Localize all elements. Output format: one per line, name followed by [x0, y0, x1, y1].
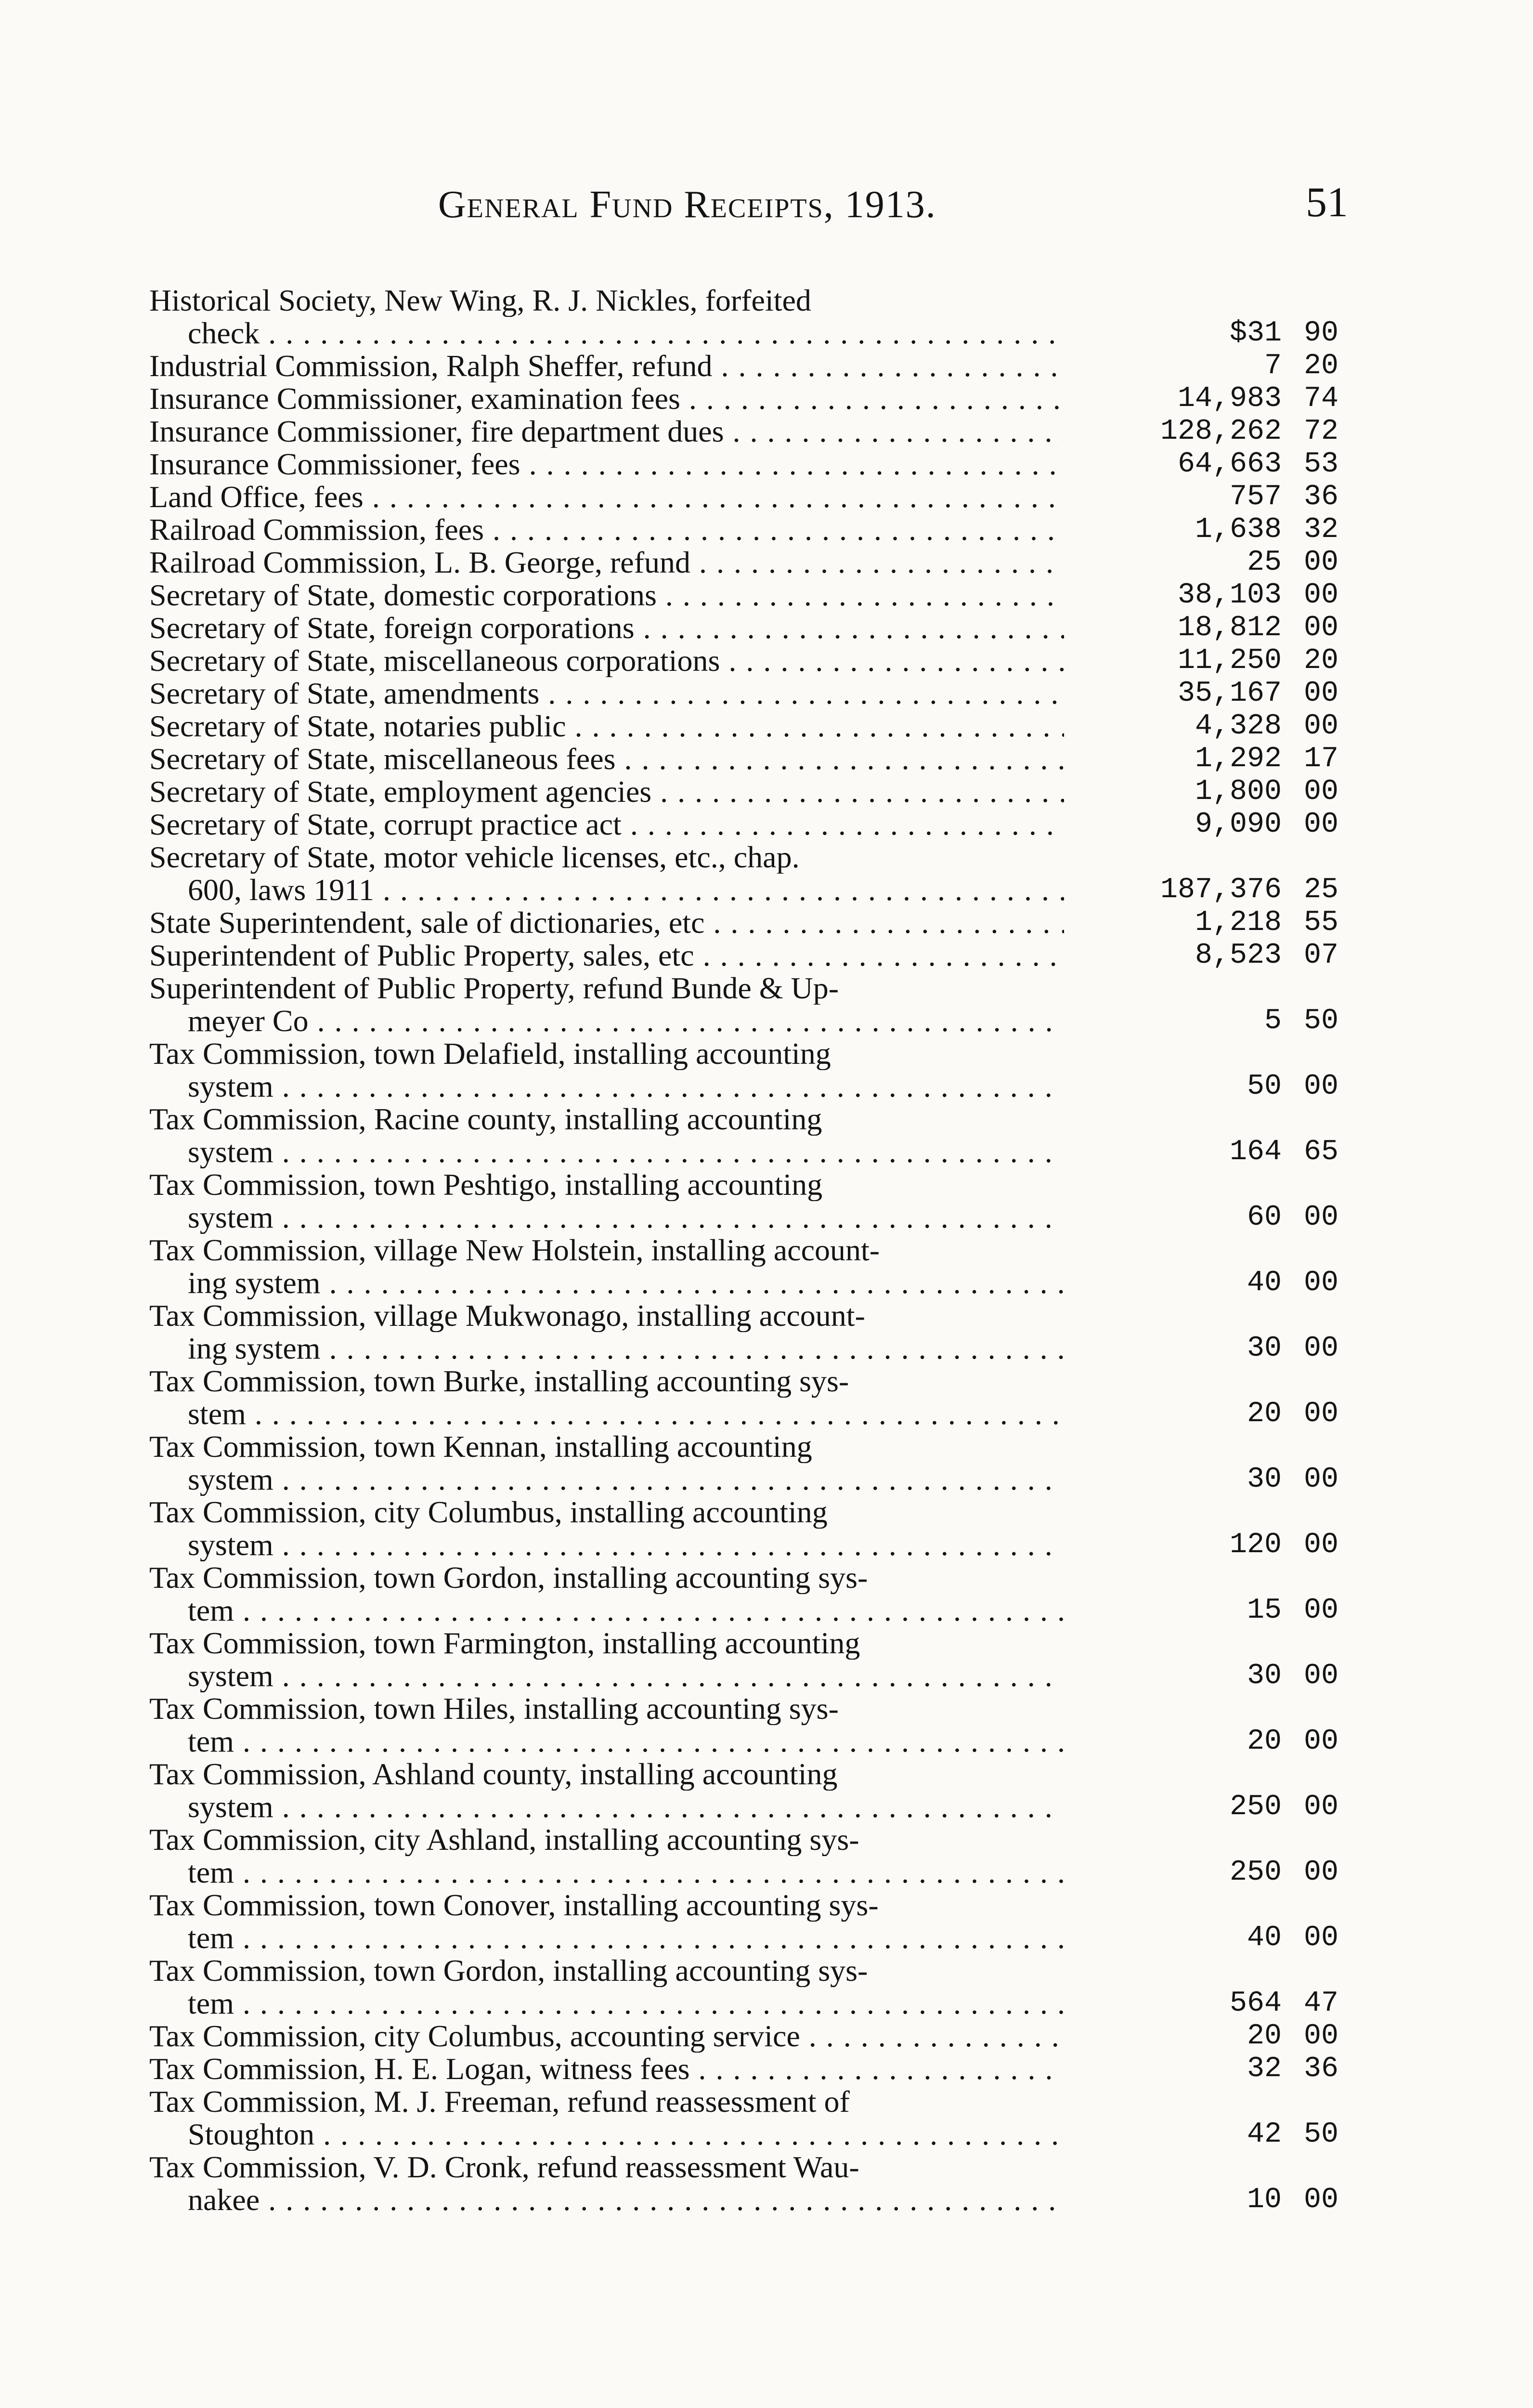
amount-cents: 00 — [1303, 1725, 1338, 1758]
entry-description — [149, 1758, 1064, 1823]
amount-cents: 00 — [1303, 546, 1338, 579]
entry-line: Insurance Commissioner, examination fees . . . — [149, 382, 1064, 415]
entry-line: Railroad Commission, fees . . . — [149, 513, 1064, 546]
entry-continuation-line: ing system . . . — [149, 1267, 1064, 1299]
entry-amount — [1064, 1987, 1338, 2020]
entry-amount — [1064, 1136, 1338, 1168]
ledger-entry — [149, 1430, 1338, 1496]
entry-continuation-line: tem . . . — [149, 1922, 1064, 1954]
amount-cents: 00 — [1303, 1332, 1338, 1365]
amount-cents: 72 — [1303, 415, 1338, 448]
amount-dollars: 50 — [1247, 1070, 1282, 1103]
entry-continuation-line: system . . . — [149, 1660, 1064, 1692]
ledger-entry — [149, 1823, 1338, 1889]
amount-dollars: 35,167 — [1177, 677, 1282, 710]
entry-amount — [1064, 317, 1338, 350]
ledger-entry — [149, 2085, 1338, 2151]
entry-description — [149, 448, 1064, 481]
amount-cents: 07 — [1303, 939, 1338, 972]
entry-description — [149, 1496, 1064, 1561]
entry-description — [149, 710, 1064, 743]
entry-continuation-line: check . . . — [149, 317, 1064, 350]
entry-line: Secretary of State, amendments . . . — [149, 677, 1064, 710]
entry-description — [149, 481, 1064, 513]
amount-cents: 00 — [1303, 2020, 1338, 2053]
amount-dollars: 15 — [1247, 1594, 1282, 1627]
entry-amount — [1064, 2184, 1338, 2216]
entry-amount — [1064, 448, 1338, 481]
amount-dollars: 32 — [1247, 2053, 1282, 2085]
entry-line: Land Office, fees . . . — [149, 481, 1064, 513]
entry-description — [149, 284, 1064, 350]
ledger-entry — [149, 1627, 1338, 1692]
entry-line: Railroad Commission, L. B. George, refund . . . — [149, 546, 1064, 579]
entry-line: Secretary of State, motor vehicle licenses, etc., chap. — [149, 841, 800, 874]
entry-continuation-line: stem . . . — [149, 1398, 1064, 1430]
entry-description — [149, 1168, 1064, 1234]
ledger-entry — [149, 1103, 1338, 1168]
entry-description — [149, 677, 1064, 710]
amount-cents: 20 — [1303, 644, 1338, 677]
amount-dollars: 5 — [1264, 1005, 1282, 1037]
entry-description — [149, 1889, 1064, 1954]
entry-description — [149, 612, 1064, 644]
entry-amount — [1064, 1791, 1338, 1823]
entry-description — [149, 382, 1064, 415]
ledger-entry — [149, 1561, 1338, 1627]
entry-continuation-line: tem . . . — [149, 1856, 1064, 1889]
entry-amount — [1064, 1201, 1338, 1234]
entry-line: Tax Commission, village New Holstein, installing account- — [149, 1234, 880, 1267]
entry-amount — [1064, 2020, 1338, 2053]
entry-continuation-line: meyer Co . . . — [149, 1005, 1064, 1037]
amount-cents: 74 — [1303, 382, 1338, 415]
ledger-entry — [149, 612, 1338, 644]
ledger-entry — [149, 775, 1338, 808]
amount-dollars: 8,523 — [1195, 939, 1282, 972]
amount-cents: 65 — [1303, 1136, 1338, 1168]
ledger-entry — [149, 2151, 1338, 2216]
amount-cents: 00 — [1303, 1398, 1338, 1430]
entry-line: Secretary of State, employment agencies . . . — [149, 775, 1064, 808]
entry-line: Tax Commission, V. D. Cronk, refund reassessment Wau- — [149, 2151, 859, 2184]
ledger-entry — [149, 1299, 1338, 1365]
entry-line: Tax Commission, city Columbus, accounting service . . . — [149, 2020, 1064, 2053]
entry-continuation-line: tem . . . — [149, 1725, 1064, 1758]
amount-dollars: 1,218 — [1195, 906, 1282, 939]
entry-amount — [1064, 1332, 1338, 1365]
amount-cents: 53 — [1303, 448, 1338, 481]
entry-amount — [1064, 775, 1338, 808]
ledger-entry — [149, 743, 1338, 775]
entry-continuation-line: system . . . — [149, 1201, 1064, 1234]
ledger-entry — [149, 1496, 1338, 1561]
entry-line: Tax Commission, Racine county, installing accounting — [149, 1103, 822, 1136]
entry-continuation-line: system . . . — [149, 1529, 1064, 1561]
entry-line: Secretary of State, notaries public . . . — [149, 710, 1064, 743]
entry-line: Tax Commission, M. J. Freeman, refund reassessment of — [149, 2085, 850, 2118]
page-header — [144, 179, 1348, 241]
entry-amount — [1064, 612, 1338, 644]
amount-dollars: 18,812 — [1177, 612, 1282, 644]
entry-continuation-line: system . . . — [149, 1070, 1064, 1103]
amount-dollars: 7 — [1264, 350, 1282, 382]
entry-description — [149, 1823, 1064, 1889]
amount-dollars: 250 — [1229, 1856, 1282, 1889]
amount-dollars: 1,292 — [1195, 743, 1282, 775]
amount-cents: 00 — [1303, 710, 1338, 743]
amount-dollars: 164 — [1229, 1136, 1282, 1168]
amount-cents: 90 — [1303, 317, 1338, 350]
entry-description — [149, 2020, 1064, 2053]
amount-cents: 55 — [1303, 906, 1338, 939]
entry-line: Superintendent of Public Property, refund Bunde & Up- — [149, 972, 839, 1005]
entry-continuation-line: tem . . . — [149, 1987, 1064, 2020]
entry-description — [149, 1299, 1064, 1365]
amount-dollars: 25 — [1247, 546, 1282, 579]
ledger-entry — [149, 284, 1338, 350]
entry-line: Tax Commission, town Farmington, installing accounting — [149, 1627, 860, 1660]
amount-dollars: 64,663 — [1177, 448, 1282, 481]
entry-amount — [1064, 415, 1338, 448]
entry-line: Secretary of State, domestic corporations . . . — [149, 579, 1064, 612]
entry-continuation-line: 600, laws 1911 . . . — [149, 874, 1064, 906]
entry-amount — [1064, 546, 1338, 579]
running-title: General Fund Receipts, 1913. — [438, 183, 936, 226]
amount-cents: 00 — [1303, 1529, 1338, 1561]
entry-description — [149, 1103, 1064, 1168]
ledger-entry — [149, 382, 1338, 415]
amount-cents: 47 — [1303, 1987, 1338, 2020]
ledger-entry — [149, 808, 1338, 841]
ledger-entry — [149, 644, 1338, 677]
entry-continuation-line: tem . . . — [149, 1594, 1064, 1627]
entry-continuation-line: nakee . . . — [149, 2184, 1064, 2216]
entry-description — [149, 2053, 1064, 2085]
entry-description — [149, 513, 1064, 546]
entry-amount — [1064, 743, 1338, 775]
amount-dollars: 120 — [1229, 1529, 1282, 1561]
ledger-entry — [149, 1168, 1338, 1234]
ledger-entry — [149, 1758, 1338, 1823]
entry-line: State Superintendent, sale of dictionaries, etc . . . — [149, 906, 1064, 939]
ledger-entry — [149, 415, 1338, 448]
entry-description — [149, 775, 1064, 808]
entry-description — [149, 350, 1064, 382]
entry-line: Tax Commission, town Gordon, installing accounting sys- — [149, 1954, 868, 1987]
entry-description — [149, 1365, 1064, 1430]
amount-dollars: 38,103 — [1177, 579, 1282, 612]
entry-amount — [1064, 1922, 1338, 1954]
amount-cents: 00 — [1303, 1594, 1338, 1627]
entry-line: Secretary of State, corrupt practice act . . . — [149, 808, 1064, 841]
amount-dollars: 30 — [1247, 1660, 1282, 1692]
ledger-entry — [149, 1234, 1338, 1299]
amount-dollars: 1,638 — [1195, 513, 1282, 546]
ledger-entry — [149, 1954, 1338, 2020]
ledger-entry — [149, 1889, 1338, 1954]
entry-line: Tax Commission, town Burke, installing accounting sys- — [149, 1365, 849, 1398]
ledger-entry — [149, 448, 1338, 481]
entry-line: Tax Commission, town Hiles, installing accounting sys- — [149, 1692, 839, 1725]
ledger-entry — [149, 579, 1338, 612]
amount-cents: 36 — [1303, 2053, 1338, 2085]
amount-dollars: 128,262 — [1160, 415, 1282, 448]
amount-cents: 00 — [1303, 1463, 1338, 1496]
entry-amount — [1064, 939, 1338, 972]
amount-cents: 00 — [1303, 1922, 1338, 1954]
entry-amount — [1064, 481, 1338, 513]
entry-amount — [1064, 350, 1338, 382]
entry-line: Insurance Commissioner, fire department dues . . . — [149, 415, 1064, 448]
amount-cents: 00 — [1303, 775, 1338, 808]
amount-dollars: 40 — [1247, 1922, 1282, 1954]
entry-line: Tax Commission, Ashland county, installing accounting — [149, 1758, 838, 1791]
entry-line: Historical Society, New Wing, R. J. Nickles, forfeited — [149, 284, 811, 317]
entry-description — [149, 1430, 1064, 1496]
ledger-entry — [149, 972, 1338, 1037]
amount-dollars: 10 — [1247, 2184, 1282, 2216]
entry-description — [149, 743, 1064, 775]
entry-amount — [1064, 1725, 1338, 1758]
entry-amount — [1064, 1005, 1338, 1037]
entry-amount — [1064, 382, 1338, 415]
entry-description — [149, 579, 1064, 612]
entry-continuation-line: system . . . — [149, 1136, 1064, 1168]
amount-dollars: 4,328 — [1195, 710, 1282, 743]
ledger-entry — [149, 710, 1338, 743]
entry-line: Tax Commission, town Gordon, installing accounting sys- — [149, 1561, 868, 1594]
entry-line: Superintendent of Public Property, sales, etc . . . — [149, 939, 1064, 972]
entry-amount — [1064, 874, 1338, 906]
entry-description — [149, 939, 1064, 972]
entry-line: Tax Commission, village Mukwonago, installing account- — [149, 1299, 865, 1332]
entry-amount — [1064, 1267, 1338, 1299]
amount-cents: 00 — [1303, 612, 1338, 644]
amount-cents: 00 — [1303, 808, 1338, 841]
entry-amount — [1064, 2118, 1338, 2151]
amount-dollars: 30 — [1247, 1463, 1282, 1496]
amount-dollars: 11,250 — [1177, 644, 1282, 677]
entry-description — [149, 1627, 1064, 1692]
amount-cents: 50 — [1303, 2118, 1338, 2151]
amount-dollars: 20 — [1247, 1398, 1282, 1430]
ledger-entry — [149, 350, 1338, 382]
entry-continuation-line: system . . . — [149, 1791, 1064, 1823]
entry-line: Secretary of State, miscellaneous corporations . . . — [149, 644, 1064, 677]
amount-dollars: 187,376 — [1160, 874, 1282, 906]
entry-line: Tax Commission, town Kennan, installing accounting — [149, 1430, 812, 1463]
ledger-entry — [149, 1692, 1338, 1758]
entry-line: Industrial Commission, Ralph Sheffer, refund . . . — [149, 350, 1064, 382]
entry-amount — [1064, 710, 1338, 743]
amount-cents: 00 — [1303, 1856, 1338, 1889]
entry-description — [149, 546, 1064, 579]
entry-continuation-line: ing system . . . — [149, 1332, 1064, 1365]
amount-dollars: 60 — [1247, 1201, 1282, 1234]
entry-continuation-line: Stoughton . . . — [149, 2118, 1064, 2151]
amount-dollars: 14,983 — [1177, 382, 1282, 415]
ledger-entry — [149, 481, 1338, 513]
entry-line: Insurance Commissioner, fees . . . — [149, 448, 1064, 481]
entry-amount — [1064, 2053, 1338, 2085]
amount-cents: 00 — [1303, 677, 1338, 710]
ledger-entry — [149, 513, 1338, 546]
amount-dollars: 250 — [1229, 1791, 1282, 1823]
ledger-entry — [149, 2053, 1338, 2085]
entry-amount — [1064, 644, 1338, 677]
amount-dollars: 30 — [1247, 1332, 1282, 1365]
amount-cents: 00 — [1303, 2184, 1338, 2216]
amount-cents: 00 — [1303, 1070, 1338, 1103]
entry-description — [149, 1037, 1064, 1103]
entry-line: Tax Commission, town Delafield, installing accounting — [149, 1037, 831, 1070]
entry-amount — [1064, 1529, 1338, 1561]
entry-continuation-line: system . . . — [149, 1463, 1064, 1496]
ledger-entry — [149, 939, 1338, 972]
amount-dollars: 40 — [1247, 1267, 1282, 1299]
entry-amount — [1064, 1856, 1338, 1889]
entry-description — [149, 1561, 1064, 1627]
entry-amount — [1064, 1594, 1338, 1627]
entry-description — [149, 1234, 1064, 1299]
entry-description — [149, 644, 1064, 677]
amount-cents: 36 — [1303, 481, 1338, 513]
entry-amount — [1064, 513, 1338, 546]
entry-description — [149, 1954, 1064, 2020]
amount-dollars: 1,800 — [1195, 775, 1282, 808]
amount-dollars: 20 — [1247, 2020, 1282, 2053]
entry-description — [149, 415, 1064, 448]
entry-description — [149, 1692, 1064, 1758]
receipts-ledger — [149, 284, 1338, 2216]
ledger-entry — [149, 841, 1338, 906]
entry-amount — [1064, 1398, 1338, 1430]
entry-line: Secretary of State, foreign corporations . . . — [149, 612, 1064, 644]
entry-amount — [1064, 1660, 1338, 1692]
entry-description — [149, 2151, 1064, 2216]
amount-dollars: 9,090 — [1195, 808, 1282, 841]
entry-amount — [1064, 808, 1338, 841]
entry-description — [149, 906, 1064, 939]
entry-amount — [1064, 677, 1338, 710]
entry-description — [149, 841, 1064, 906]
amount-cents: 17 — [1303, 743, 1338, 775]
entry-description — [149, 2085, 1064, 2151]
entry-description — [149, 972, 1064, 1037]
amount-dollars: 20 — [1247, 1725, 1282, 1758]
amount-cents: 00 — [1303, 1791, 1338, 1823]
ledger-entry — [149, 677, 1338, 710]
entry-line: Tax Commission, city Columbus, installing accounting — [149, 1496, 828, 1529]
amount-cents: 00 — [1303, 1201, 1338, 1234]
entry-line: Tax Commission, town Peshtigo, installing accounting — [149, 1168, 823, 1201]
entry-amount — [1064, 579, 1338, 612]
amount-cents: 00 — [1303, 1267, 1338, 1299]
entry-line: Secretary of State, miscellaneous fees . . . — [149, 743, 1064, 775]
entry-amount — [1064, 1070, 1338, 1103]
amount-cents: 00 — [1303, 579, 1338, 612]
amount-cents: 00 — [1303, 1660, 1338, 1692]
entry-line: Tax Commission, H. E. Logan, witness fees . . . — [149, 2053, 1064, 2085]
entry-line: Tax Commission, city Ashland, installing accounting sys- — [149, 1823, 859, 1856]
entry-line: Tax Commission, town Conover, installing accounting sys- — [149, 1889, 879, 1922]
amount-cents: 50 — [1303, 1005, 1338, 1037]
amount-cents: 25 — [1303, 874, 1338, 906]
amount-dollars: $31 — [1229, 317, 1282, 350]
ledger-entry — [149, 546, 1338, 579]
ledger-entry — [149, 1037, 1338, 1103]
amount-dollars: 42 — [1247, 2118, 1282, 2151]
ledger-entry — [149, 1365, 1338, 1430]
amount-dollars: 757 — [1229, 481, 1282, 513]
amount-dollars: 564 — [1229, 1987, 1282, 2020]
entry-amount — [1064, 906, 1338, 939]
ledger-entry — [149, 906, 1338, 939]
entry-description — [149, 808, 1064, 841]
page-number: 51 — [1306, 179, 1348, 226]
amount-cents: 32 — [1303, 513, 1338, 546]
ledger-entry — [149, 2020, 1338, 2053]
entry-amount — [1064, 1463, 1338, 1496]
amount-cents: 20 — [1303, 350, 1338, 382]
